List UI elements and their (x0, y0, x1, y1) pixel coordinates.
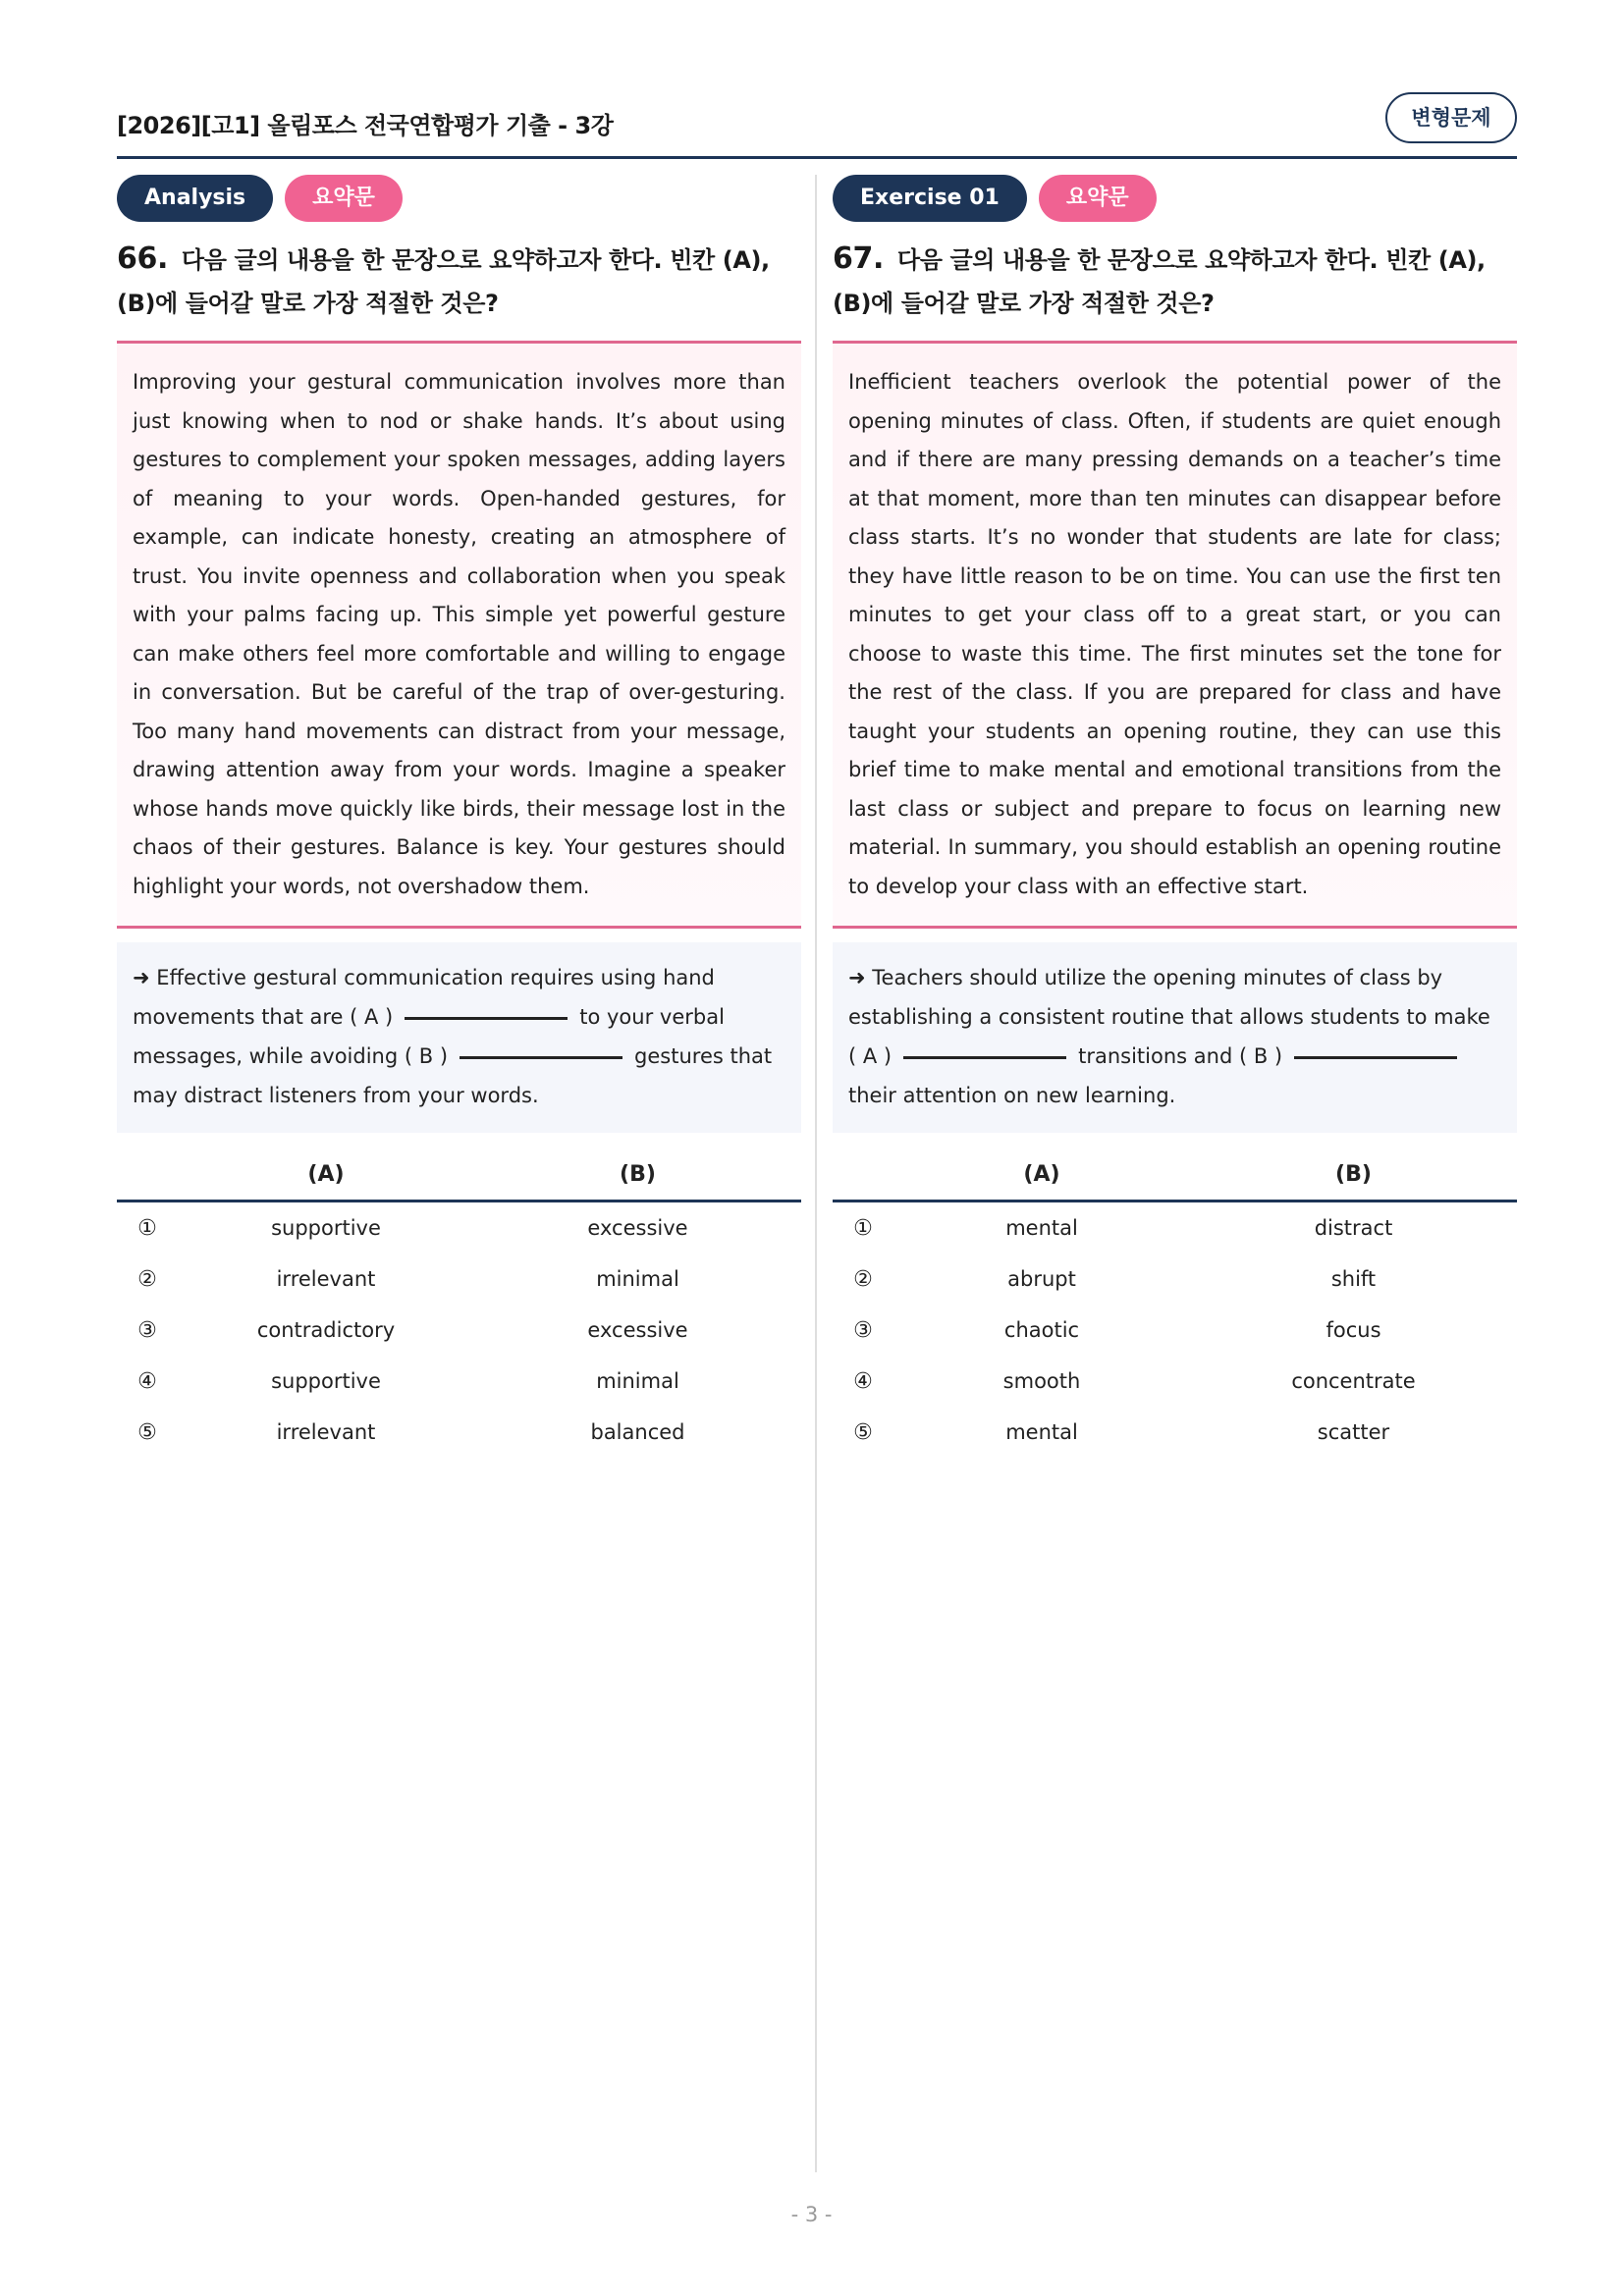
choice-a: supportive (271, 1216, 381, 1240)
header-a: (A) (893, 1148, 1190, 1201)
question-prompt (833, 238, 1517, 325)
column-divider (815, 175, 817, 2172)
question-text: 다음 글의 내용을 한 문장으로 요약하고자 한다. 빈칸 (A), (B)에 들어갈 말로 가장 적절한 것은? (117, 246, 770, 317)
choice-number: ④ (137, 1368, 157, 1394)
header-a: (A) (178, 1148, 474, 1201)
choice-row[interactable] (117, 1201, 801, 1255)
choice-a: smooth (1002, 1369, 1081, 1393)
choice-row[interactable] (833, 1305, 1517, 1356)
choice-row[interactable] (117, 1305, 801, 1356)
page-header (117, 90, 1517, 159)
header-b: (B) (474, 1148, 801, 1201)
choice-a: irrelevant (276, 1420, 376, 1444)
choices-table (833, 1148, 1517, 1458)
header-num (833, 1148, 893, 1201)
choice-a: mental (1005, 1420, 1078, 1444)
choice-row[interactable] (117, 1407, 801, 1458)
passage-box (117, 341, 801, 929)
choice-a: irrelevant (276, 1267, 376, 1291)
summary-part-3: their attention on new learning. (848, 1084, 1176, 1107)
choice-b: minimal (596, 1369, 679, 1393)
summary-part-1: ➜ Effective gestural communication requires using hand movements that are ( A ) (133, 966, 715, 1029)
header-num (117, 1148, 178, 1201)
choice-number: ② (137, 1266, 157, 1292)
summary-part-2: to your verbal messages, while avoiding ( B ) (133, 1005, 725, 1068)
summary-box (833, 942, 1517, 1133)
choice-a: chaotic (1003, 1318, 1080, 1342)
summary-box (117, 942, 801, 1133)
choice-row[interactable] (833, 1407, 1517, 1458)
blank-b (460, 1056, 622, 1059)
left-column (117, 175, 801, 1458)
header-rule (117, 156, 1517, 159)
choice-b: focus (1325, 1318, 1381, 1342)
choice-row[interactable] (117, 1356, 801, 1407)
choice-a: mental (1005, 1216, 1078, 1240)
section-pills (833, 175, 1517, 222)
choice-number: ① (853, 1215, 873, 1241)
choice-number: ① (137, 1215, 157, 1241)
choice-number: ⑤ (137, 1419, 157, 1445)
header-b: (B) (1190, 1148, 1517, 1201)
choice-b: concentrate (1291, 1369, 1416, 1393)
choice-a: abrupt (1007, 1267, 1076, 1291)
choice-number: ② (853, 1266, 873, 1292)
right-column (833, 175, 1517, 1458)
choice-row[interactable] (117, 1254, 801, 1305)
choice-b: excessive (587, 1216, 688, 1240)
passage-text: Inefficient teachers overlook the potential power of the opening minutes of class. Often, if students are quiet enough and if there are many pressing demands on a teacher’s time at that moment, more than ten minutes can disappear before class starts. It’s no wonder that students are late for class; they have little reason to be on time. You can use the first ten minutes to get your class off to a great start, or you can choose to waste this time. The first minutes set the tone for the rest of the class. If you are prepared for class and have taught your students an opening routine, they can use this brief time to make mental and emotional transitions from the last class or subject and prepare to focus on learning new material. In summary, you should establish an opening routine to develop your class with an effective start. (848, 370, 1501, 898)
choice-row[interactable] (833, 1356, 1517, 1407)
summary-part-3: gestures that may distract listeners from your words. (133, 1044, 773, 1107)
variant-badge: 변형문제 (1385, 92, 1517, 143)
choice-b: distract (1314, 1216, 1393, 1240)
question-text: 다음 글의 내용을 한 문장으로 요약하고자 한다. 빈칸 (A), (B)에 들어갈 말로 가장 적절한 것은? (833, 246, 1486, 317)
choice-number: ⑤ (853, 1419, 873, 1445)
section-pills (117, 175, 801, 222)
section-tag-pill: 요약문 (1039, 175, 1157, 222)
choice-b: scatter (1317, 1420, 1390, 1444)
section-label-pill: Exercise 01 (833, 175, 1027, 222)
blank-b (1294, 1056, 1457, 1059)
page-number: - 3 - (790, 2203, 833, 2226)
choices-table (117, 1148, 801, 1458)
choice-number: ④ (853, 1368, 873, 1394)
page-title: [2026][고1] 올림포스 전국연합평가 기출 - 3강 (117, 112, 614, 139)
blank-a (405, 1017, 568, 1020)
summary-part-1: ➜ Teachers should utilize the opening minutes of class by establishing a consistent routine that allows students to make ( A ) (848, 966, 1490, 1068)
choice-b: excessive (587, 1318, 688, 1342)
choice-a: contradictory (256, 1318, 396, 1342)
blank-a (903, 1056, 1066, 1059)
choices-header-row (833, 1148, 1517, 1201)
choice-row[interactable] (833, 1254, 1517, 1305)
choice-number: ③ (853, 1317, 873, 1343)
summary-part-2: transitions and ( B ) (1078, 1044, 1283, 1068)
choice-b: balanced (590, 1420, 685, 1444)
choice-b: minimal (596, 1267, 679, 1291)
section-tag-pill: 요약문 (285, 175, 403, 222)
question-number: 67. (833, 241, 884, 276)
choice-b: shift (1330, 1267, 1377, 1291)
question-prompt (117, 238, 801, 325)
choice-row[interactable] (833, 1201, 1517, 1255)
passage-text: Improving your gestural communication involves more than just knowing when to nod or shake hands. It’s about using gestures to complement your spoken messages, adding layers of meaning to your words. Open-handed gestures, for example, can indicate honesty, creating an atmosphere of trust. You invite openness and collaboration when you speak with your palms facing up. This simple yet powerful gesture can make others feel more comfortable and willing to engage in conversation. But be careful of the trap of over-gesturing. Too many hand movements can distract from your message, drawing attention away from your words. Imagine a speaker whose hands move quickly like birds, their message lost in the chaos of their gestures. Balance is key. Your gestures should highlight your words, not overshadow them. (133, 370, 785, 898)
choice-a: supportive (271, 1369, 381, 1393)
choice-number: ③ (137, 1317, 157, 1343)
section-label-pill: Analysis (117, 175, 273, 222)
question-number: 66. (117, 241, 168, 276)
choices-header-row (117, 1148, 801, 1201)
passage-box (833, 341, 1517, 929)
